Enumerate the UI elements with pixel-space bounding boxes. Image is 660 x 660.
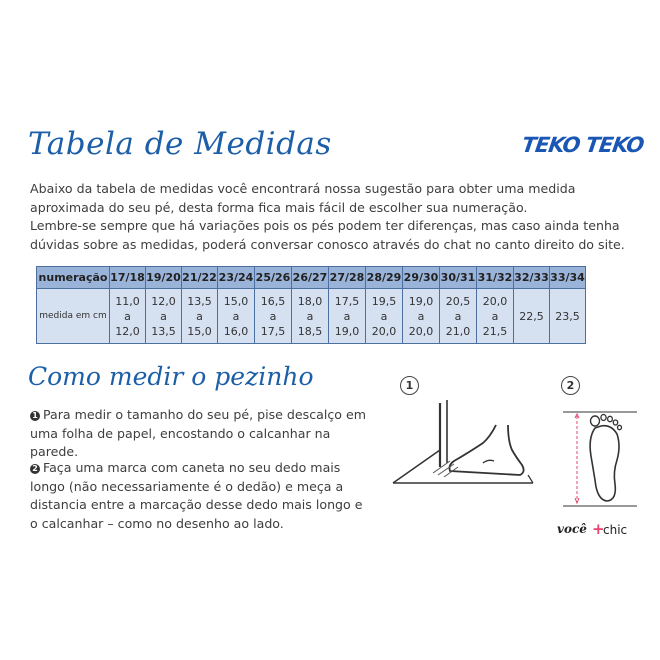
- measure-max: 19,0: [334, 324, 360, 338]
- measure-sep: a: [269, 309, 277, 323]
- step-1-number: 1: [30, 411, 40, 421]
- size-header-row: [37, 267, 586, 289]
- measure-min: 17,5: [334, 294, 360, 308]
- size-table: [36, 266, 586, 344]
- step-2-number: 2: [30, 464, 40, 474]
- measure-min: 13,5: [187, 294, 212, 308]
- footprint-measure-illustration: [555, 408, 640, 513]
- measure-cell-10: [477, 289, 514, 344]
- size-header-9: 30/31: [440, 267, 477, 289]
- measure-max: 15,0: [187, 324, 212, 338]
- size-header-2: 21/22: [182, 267, 218, 289]
- size-header-3: 23/24: [218, 267, 255, 289]
- measure-sep: a: [491, 309, 499, 323]
- measure-min: 18,0: [297, 294, 323, 308]
- measure-min: 12,0: [151, 294, 176, 308]
- measure-sep: a: [196, 309, 203, 323]
- measure-min: 19,0: [408, 294, 434, 308]
- measure-cell-11: [514, 289, 550, 344]
- measure-sep: a: [380, 309, 388, 323]
- figure-2-number: 2: [561, 376, 580, 395]
- size-header-7: 28/29: [366, 267, 403, 289]
- step-1: [30, 406, 370, 462]
- measure-cell-6: [329, 289, 366, 344]
- measure-cell-3: [218, 289, 255, 344]
- measure-row: [37, 289, 586, 344]
- measure-min: 20,0: [482, 294, 508, 308]
- measure-cell-5: [292, 289, 329, 344]
- size-header-6: 27/28: [329, 267, 366, 289]
- measure-value: 23,5: [555, 309, 580, 323]
- measure-max: 20,0: [408, 324, 434, 338]
- measure-row-label: medida em cm: [37, 289, 110, 344]
- measure-max: 17,5: [260, 324, 286, 338]
- logo-voce: você: [557, 522, 587, 536]
- measure-cell-9: [440, 289, 477, 344]
- step-2: [30, 459, 370, 533]
- measure-max: 16,0: [223, 324, 249, 338]
- measure-max: 18,5: [297, 324, 323, 338]
- size-header-11: 32/33: [514, 267, 550, 289]
- logo-plus: +: [592, 520, 605, 538]
- intro-text: [30, 180, 630, 254]
- size-header-8: 29/30: [403, 267, 440, 289]
- measure-sep: a: [454, 309, 462, 323]
- measure-min: 19,5: [371, 294, 397, 308]
- page-title: Tabela de Medidas: [28, 126, 332, 162]
- measure-min: 11,0: [115, 294, 140, 308]
- measure-max: 21,5: [482, 324, 508, 338]
- step-1-text: Para medir o tamanho do seu pé, pise descalço em uma folha de papel, encostando o calcanhar na parede.: [30, 407, 366, 459]
- measure-sep: a: [343, 309, 351, 323]
- intro-paragraph-1: Abaixo da tabela de medidas você encontrará nossa sugestão para obter uma medida aproximada do seu pé, desta forma fica mais fácil de escolher sua numeração.: [30, 181, 576, 215]
- measure-cell-2: [182, 289, 218, 344]
- measure-min: 16,5: [260, 294, 286, 308]
- measure-sep: a: [417, 309, 425, 323]
- measure-cell-7: [366, 289, 403, 344]
- howto-title: Como medir o pezinho: [28, 362, 314, 391]
- size-header-0: 17/18: [110, 267, 146, 289]
- size-header-5: 26/27: [292, 267, 329, 289]
- measure-sep: a: [306, 309, 314, 323]
- step-2-text: Faça uma marca com caneta no seu dedo mais longo (não necessariamente é o dedão) e meça a distancia entre a marcação desse dedo mais longo e o calcanhar – como no desenho ao lado.: [30, 460, 363, 531]
- intro-paragraph-2: Lembre-se sempre que há variações pois os pés podem ter diferenças, mas caso ainda tenha dúvidas sobre as medidas, poderá conversar conosco através do chat no canto direito do site.: [30, 218, 625, 252]
- measure-cell-12: [550, 289, 586, 344]
- voce-chic-logo: [555, 520, 635, 542]
- measure-cell-4: [255, 289, 292, 344]
- size-header-12: 33/34: [550, 267, 586, 289]
- measure-value: 22,5: [519, 309, 544, 323]
- size-header-label: numeração: [37, 267, 110, 289]
- measure-cell-8: [403, 289, 440, 344]
- size-header-4: 25/26: [255, 267, 292, 289]
- measure-max: 13,5: [151, 324, 176, 338]
- figure-1-number: 1: [400, 376, 419, 395]
- size-header-10: 31/32: [477, 267, 514, 289]
- measure-min: 15,0: [223, 294, 249, 308]
- measure-max: 21,0: [445, 324, 471, 338]
- measure-sep: a: [160, 309, 167, 323]
- measure-min: 20,5: [445, 294, 471, 308]
- measure-sep: a: [232, 309, 240, 323]
- measure-cell-1: [146, 289, 182, 344]
- size-header-1: 19/20: [146, 267, 182, 289]
- foot-against-wall-illustration: [388, 395, 538, 495]
- measure-sep: a: [124, 309, 131, 323]
- measure-max: 12,0: [115, 324, 140, 338]
- logo-chic: chic: [603, 523, 628, 537]
- measure-max: 20,0: [371, 324, 397, 338]
- measure-cell-0: [110, 289, 146, 344]
- brand-logo: TEKO TEKO: [520, 133, 645, 157]
